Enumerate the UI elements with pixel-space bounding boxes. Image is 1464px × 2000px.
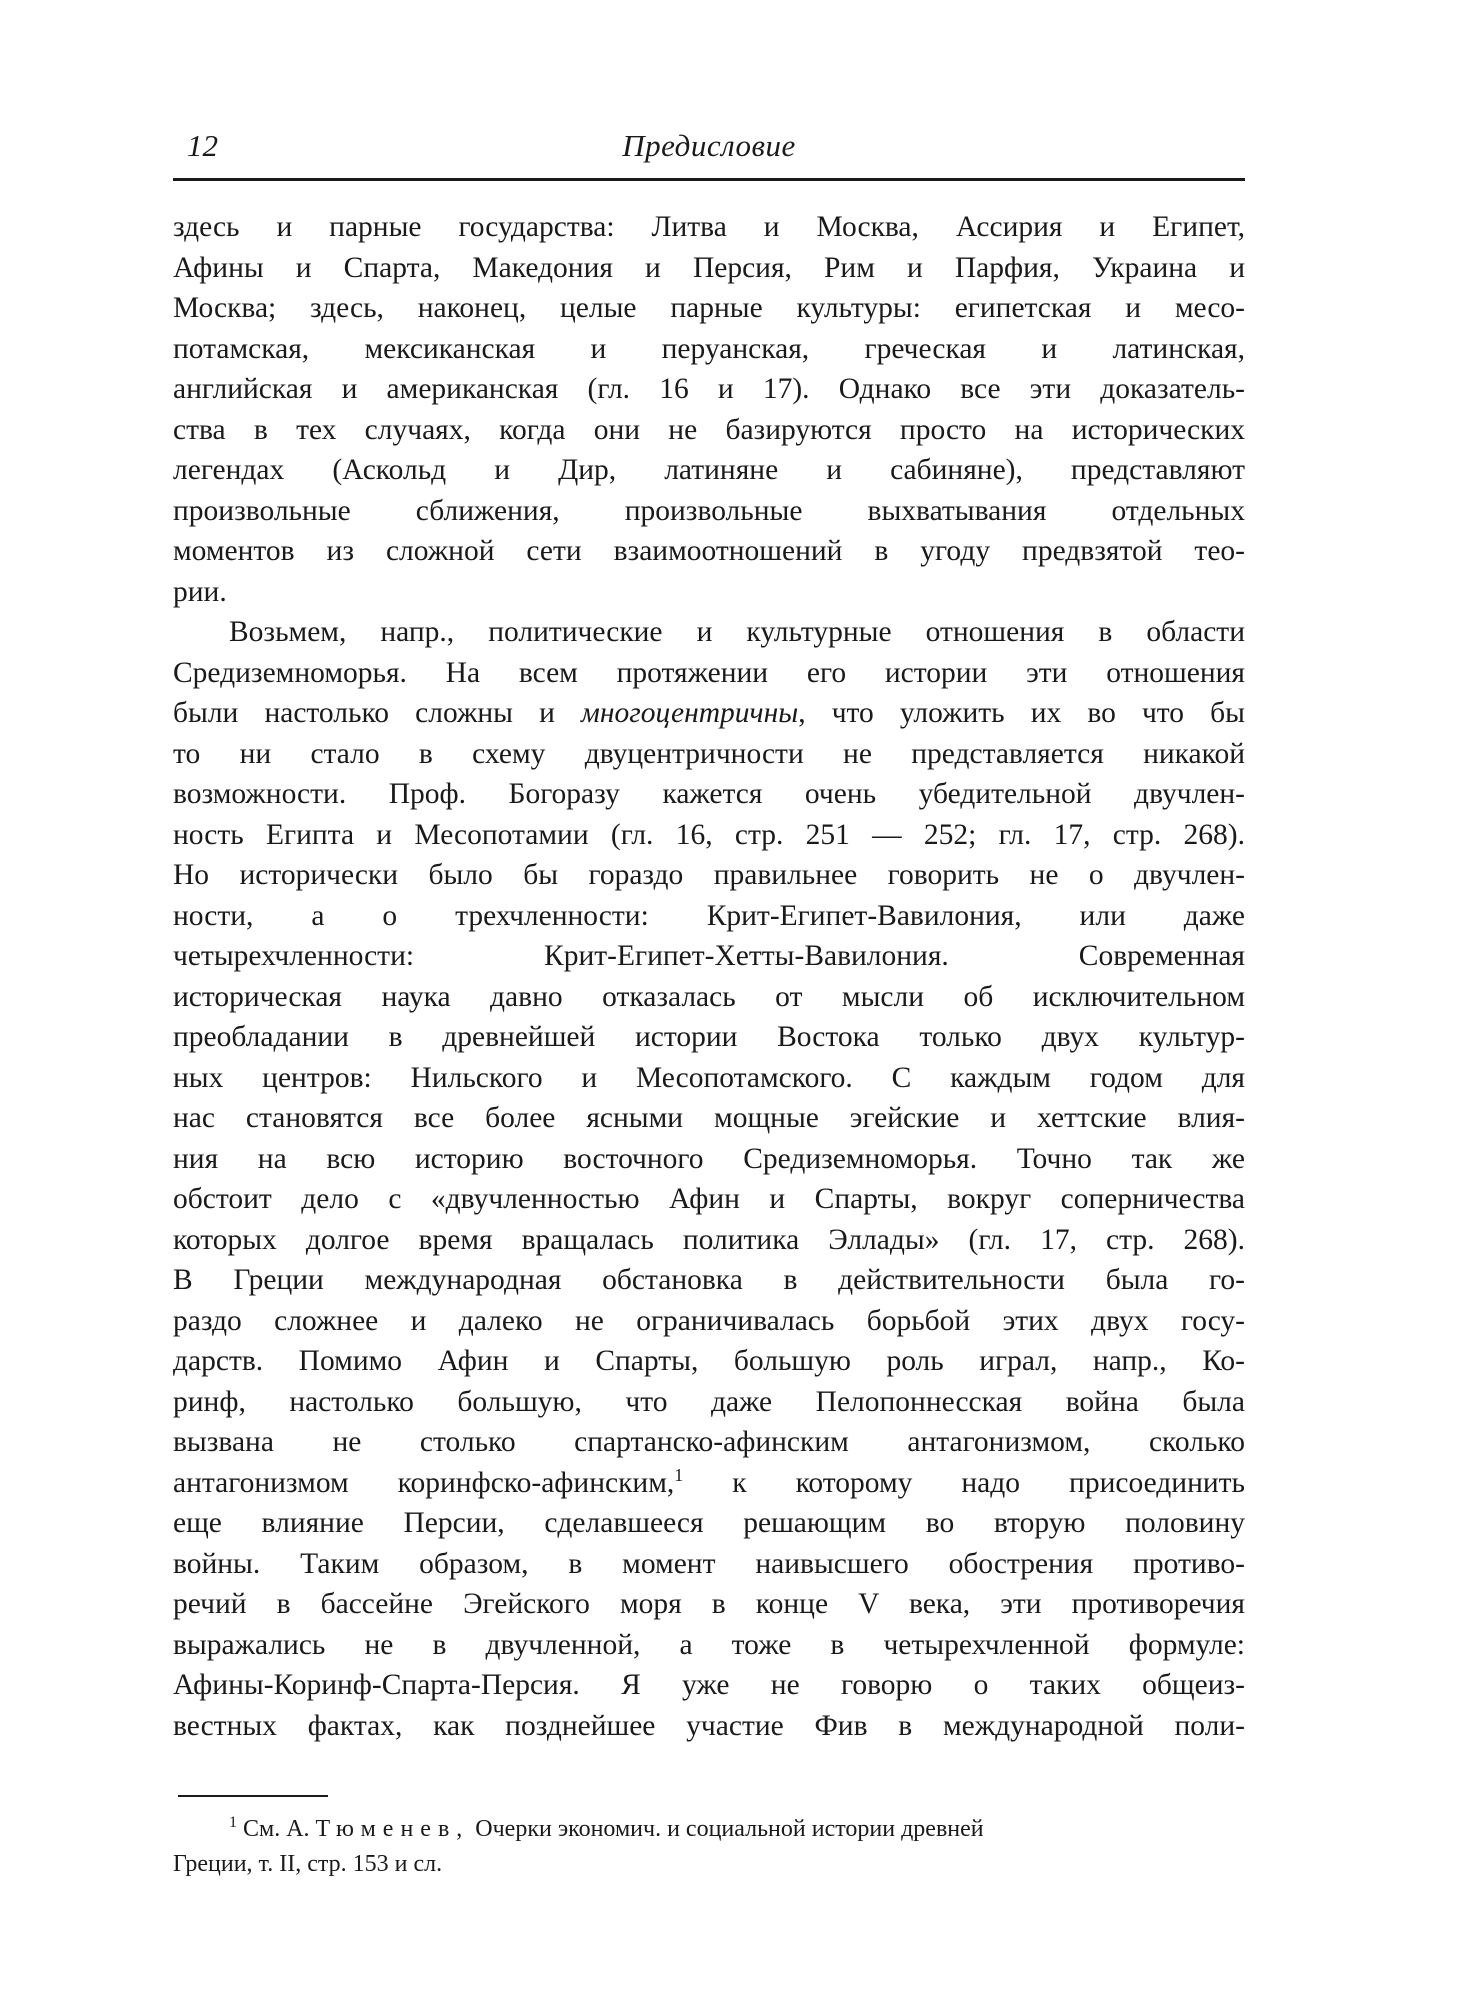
text-line: ных центров: Нильского и Месопотамского. С каждым годом для [173, 1061, 1245, 1094]
text-line: вызвана не столько спартанско-афинским антагонизмом, сколько [173, 1426, 1245, 1458]
page-header [173, 128, 1245, 172]
text-line: раздо сложнее и далеко не ограничивалась борьбой этих двух госу- [173, 1304, 1245, 1337]
text-line: английская и американская (гл. 16 и 17). Однако все эти доказатель- [173, 373, 1245, 405]
text-line: историческая наука давно отказалась от мысли об исключительном [173, 980, 1245, 1013]
text-line: нас становятся все более ясными мощные эгейские и хеттские влия- [173, 1102, 1245, 1134]
text-run: , что уложить их во что бы [798, 697, 1245, 729]
text-line [173, 1463, 1245, 1504]
text-line: выражались не в двучленной, а тоже в четырехчленной формуле: [173, 1628, 1245, 1661]
page-number: 12 [187, 128, 218, 163]
footnote-author: Тюменев, [315, 1816, 470, 1842]
text-line: потамская, мексиканская и перуанская, греческая и латинская, [173, 332, 1245, 365]
text-line: Афины-Коринф-Спарта-Персия. Я уже не говорю о таких общеиз- [173, 1669, 1245, 1701]
running-title: Предисловие [622, 128, 796, 163]
text-line: Афины и Спарта, Македония и Персия, Рим и Парфия, Украина и [173, 251, 1245, 284]
paragraph-2 [173, 612, 1245, 1746]
header-rule [173, 178, 1245, 181]
text-line: легендах (Аскольд и Дир, латиняне и сабиняне), представляют [173, 454, 1245, 486]
text-line: преобладании в древнейшей истории Востока только двух культур- [173, 1021, 1245, 1053]
paragraph-1 [173, 207, 1245, 612]
text-line: еще влияние Персии, сделавшееся решающим во вторую половину [173, 1507, 1245, 1539]
text-line: ность Египта и Месопотамии (гл. 16, стр. 251 — 252; гл. 17, стр. 268). [173, 818, 1245, 851]
text-line: дарств. Помимо Афин и Спарты, большую роль играл, напр., Ко- [173, 1345, 1245, 1377]
text-line: Москва; здесь, наконец, целые парные культуры: египетская и месо- [173, 292, 1245, 324]
text-line: которых долгое время вращалась политика Эллады» (гл. 17, стр. 268). [173, 1223, 1245, 1256]
text-line: ринф, настолько большую, что даже Пелопоннесская война была [173, 1385, 1245, 1418]
text-line [173, 693, 1245, 734]
text-line: ства в тех случаях, когда они не базируются просто на исторических [173, 413, 1245, 446]
footnote-rule [178, 1795, 328, 1797]
text-line: здесь и парные государства: Литва и Москва, Ассирия и Египет, [173, 211, 1245, 243]
text-line: рии. [173, 575, 227, 608]
footnote [173, 1812, 1245, 1882]
italic-term: многоцентричны [581, 697, 799, 729]
body-text [173, 207, 1245, 1746]
footnote-mark: 1 [229, 1814, 237, 1831]
paragraph-2-tail-lines [173, 1503, 1245, 1746]
text-line: войны. Таким образом, в момент наивысшего обострения противо- [173, 1547, 1245, 1580]
text-line: Но исторически было бы гораздо правильнее говорить не о двучлен- [173, 859, 1245, 891]
text-line: ности, а о трехчленности: Крит-Египет-Вавилония, или даже [173, 899, 1245, 932]
text-line: произвольные сближения, произвольные выхватывания отдельных [173, 494, 1245, 527]
text-line: Возьмем, напр., политические и культурные отношения в области [229, 616, 1245, 648]
footnote-text: Очерки экономич. и социальной истории древней [469, 1816, 984, 1842]
text-line: речий в бассейне Эгейского моря в конце V века, эти противоречия [173, 1588, 1245, 1620]
text-line: моментов из сложной сети взаимоотношений в угоду предвзятой тео- [173, 535, 1245, 567]
text-run: к которому надо присоединить [683, 1466, 1245, 1499]
text-line: ния на всю историю восточного Средиземноморья. Точно так же [173, 1142, 1245, 1175]
text-run: антагонизмом коринфско-афинским, [173, 1466, 675, 1499]
footnote-text: См. А. [243, 1816, 316, 1842]
text-line: четырехчленности: Крит-Египет-Хетты-Вавилония. Современная [173, 940, 1245, 972]
footnote-line [173, 1812, 1245, 1847]
text-line: В Греции международная обстановка в действительности была го- [173, 1264, 1245, 1296]
footnote-line: Греции, т. II, стр. 153 и сл. [173, 1851, 443, 1877]
text-run: были настолько сложны и [173, 697, 582, 729]
text-line: то ни стало в схему двуцентричности не представляется никакой [173, 737, 1245, 770]
text-line: возможности. Проф. Богоразу кажется очень убедительной двучлен- [173, 778, 1245, 810]
text-line: обстоит дело с «двучленностью Афин и Спарты, вокруг соперничества [173, 1183, 1245, 1215]
paragraph-2-lines [173, 734, 1245, 1463]
footnote-reference[interactable]: 1 [674, 1464, 684, 1485]
text-line: вестных фактах, как позднейшее участие Фив в международной поли- [173, 1709, 1245, 1742]
text-line: Средиземноморья. На всем протяжении его истории эти отношения [173, 656, 1245, 689]
